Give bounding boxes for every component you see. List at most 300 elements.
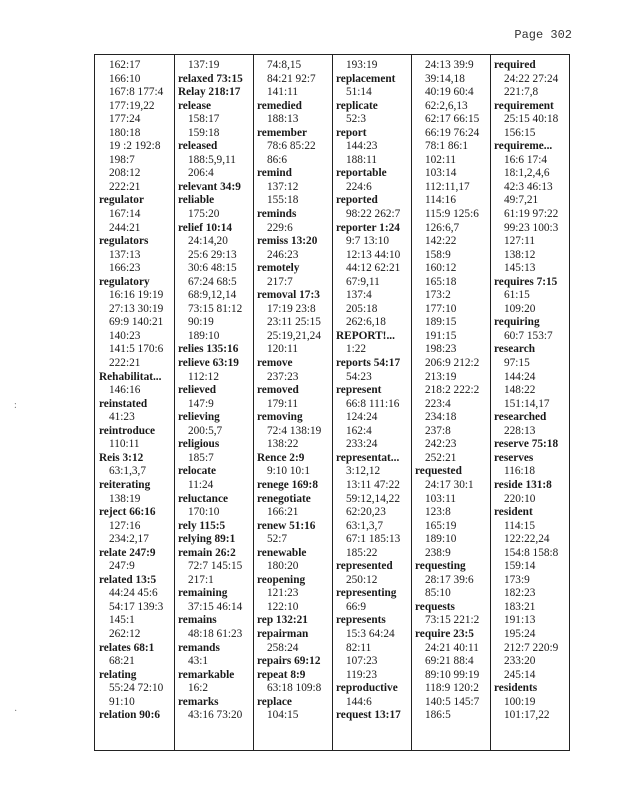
page-reference: 16:16 19:19 [109, 289, 164, 302]
index-term: remind [257, 167, 292, 180]
page-reference: 182:23 [504, 587, 536, 600]
page-reference: 24:17 30:1 [425, 478, 474, 491]
page-reference: 44:12 62:21 [346, 262, 401, 275]
page-reference: 173:2 [425, 289, 451, 302]
page-reference: 124:24 [346, 411, 378, 424]
page-reference: 144:23 [346, 140, 378, 153]
page-reference: 222:21 [109, 180, 141, 193]
page-reference: 19 :2 192:8 [109, 140, 161, 153]
page-reference: 217:7 [267, 275, 293, 288]
page-number: Page 302 [514, 28, 572, 42]
page-reference: 122:10 [267, 600, 299, 613]
page-reference: 39:14,18 [425, 72, 465, 85]
index-column-5 [415, 59, 491, 723]
page-reference: 183:21 [504, 600, 536, 613]
page-reference: 60:7 153:7 [504, 329, 553, 342]
page-reference: 112:12 [188, 370, 219, 383]
index-term: reiterating [99, 478, 151, 491]
index-term: remaining [178, 587, 228, 600]
page-reference: 234:18 [425, 411, 457, 424]
page-reference: 177:10 [425, 302, 457, 315]
index-term: representing [336, 587, 397, 600]
index-term: remain 26:2 [178, 546, 236, 559]
page-reference: 252:21 [425, 451, 457, 464]
index-term: renewable [257, 546, 307, 559]
page-reference: 40:19 60:4 [425, 86, 474, 99]
page-reference: 24:13 39:9 [425, 59, 474, 71]
page-reference: 28:17 39:6 [425, 573, 474, 586]
index-term: reporter 1:24 [336, 221, 400, 234]
index-term: relevant 34:9 [178, 180, 241, 193]
page-reference: 147:9 [188, 397, 214, 410]
page-reference: 48:18 61:23 [188, 627, 243, 640]
index-term: removal 17:3 [257, 289, 320, 302]
page-reference: 167:8 177:4 [109, 86, 164, 99]
index-term: requesting [415, 560, 466, 573]
page-reference: 84:21 92:7 [267, 72, 316, 85]
page-reference: 166:21 [267, 506, 299, 519]
page-reference: 175:20 [188, 208, 220, 221]
index-term: religious [178, 438, 220, 451]
page-reference: 63:1,3,7 [109, 465, 147, 478]
index-term: Relay 218:17 [178, 86, 241, 99]
page-reference: 173:9 [504, 573, 530, 586]
page-reference: 121:23 [267, 587, 299, 600]
index-term: requests [415, 600, 455, 613]
index-term: representat... [336, 451, 400, 464]
page-reference: 208:12 [109, 167, 141, 180]
index-term: Rehabilitat... [99, 370, 162, 383]
page-reference: 212:7 220:9 [504, 641, 559, 654]
page-reference: 16:2 [188, 682, 209, 695]
page-reference: 49:7,21 [504, 194, 539, 207]
index-term: replicate [336, 99, 378, 112]
page-reference: 62:20,23 [346, 506, 386, 519]
page-reference: 103:11 [425, 492, 456, 505]
page-reference: 97:15 [504, 357, 530, 370]
index-term: rep 132:21 [257, 614, 308, 627]
page-reference: 41:23 [109, 411, 135, 424]
index-term: remiss 13:20 [257, 235, 318, 248]
index-term: reject 66:16 [99, 506, 156, 519]
page-reference: 144:6 [346, 695, 372, 708]
page-reference: 218:2 222:2 [425, 384, 480, 397]
page-reference: 78:1 86:1 [425, 140, 468, 153]
index-term: release [178, 99, 212, 112]
page-reference: 205:18 [346, 302, 378, 315]
index-column-6 [494, 59, 570, 723]
page-reference: 228:13 [504, 424, 536, 437]
page-reference: 189:15 [425, 316, 457, 329]
page-reference: 11:24 [188, 478, 214, 491]
page-reference: 137:13 [109, 248, 141, 261]
page-reference: 142:22 [425, 235, 457, 248]
page-reference: 144:24 [504, 370, 536, 383]
index-term: REPORT!... [336, 329, 395, 342]
page-reference: 217:1 [188, 573, 214, 586]
page-reference: 213:19 [425, 370, 457, 383]
index-term: related 13:5 [99, 573, 157, 586]
page-reference: 67:24 68:5 [188, 275, 237, 288]
page-reference: 234:2,17 [109, 533, 149, 546]
page-reference: 138:19 [109, 492, 141, 505]
index-term: renege 169:8 [257, 478, 318, 491]
index-term: relating [99, 668, 137, 681]
page-reference: 140:23 [109, 329, 141, 342]
page-reference: 17:19 23:8 [267, 302, 316, 315]
page-reference: 193:19 [346, 59, 378, 71]
page-reference: 27:13 30:19 [109, 302, 164, 315]
page-reference: 24:22 27:24 [504, 72, 559, 85]
index-term: requireme... [494, 140, 553, 153]
index-term: replace [257, 695, 292, 708]
index-term: Reis 3:12 [99, 451, 144, 464]
page-reference: 54:17 139:3 [109, 600, 164, 613]
page-reference: 195:24 [504, 627, 536, 640]
page-reference: 16:6 17:4 [504, 153, 547, 166]
index-term: reintroduce [99, 424, 156, 437]
page-reference: 73:15 221:2 [425, 614, 480, 627]
index-term: reserves [494, 451, 534, 464]
index-term: represented [336, 560, 393, 573]
index-term: Rence 2:9 [257, 451, 305, 464]
index-term: reinstated [99, 397, 148, 410]
page-reference: 185:7 [188, 451, 214, 464]
page-reference: 59:12,14,22 [346, 492, 400, 505]
index-term: relieve 63:19 [178, 357, 239, 370]
page-reference: 123:8 [425, 506, 451, 519]
page-reference: 42:3 46:13 [504, 180, 553, 193]
index-term: relation 90:6 [99, 709, 160, 722]
page-reference: 104:15 [267, 709, 299, 722]
page-reference: 138:22 [267, 438, 299, 451]
page-reference: 186:5 [425, 709, 451, 722]
page-reference: 224:6 [346, 180, 372, 193]
page-reference: 191:13 [504, 614, 536, 627]
page-reference: 69:21 88:4 [425, 655, 474, 668]
page-reference: 114:16 [425, 194, 456, 207]
page-reference: 167:14 [109, 208, 141, 221]
index-term: reserve 75:18 [494, 438, 559, 451]
page-reference: 141:5 170:6 [109, 343, 164, 356]
page-reference: 9:7 13:10 [346, 235, 389, 248]
index-term: remarkable [178, 668, 235, 681]
page-reference: 238:9 [425, 546, 451, 559]
page-reference: 107:23 [346, 655, 378, 668]
page-reference: 78:6 85:22 [267, 140, 316, 153]
page-reference: 120:11 [267, 343, 298, 356]
index-term: relaxed 73:15 [178, 72, 243, 85]
page-reference: 112:11,17 [425, 180, 470, 193]
page-reference: 63:18 109:8 [267, 682, 322, 695]
index-term: reminds [257, 208, 297, 221]
index-term: remotely [257, 262, 300, 275]
page-reference: 162:17 [109, 59, 141, 71]
page-reference: 262:12 [109, 627, 141, 640]
page-reference: 66:9 [346, 600, 367, 613]
page-reference: 72:7 145:15 [188, 560, 243, 573]
page-reference: 145:1 [109, 614, 135, 627]
index-term: represent [336, 384, 382, 397]
index-term: remember [257, 126, 307, 139]
index-term: replacement [336, 72, 396, 85]
page-reference: 54:23 [346, 370, 372, 383]
index-term: remove [257, 357, 293, 370]
page-reference: 72:4 138:19 [267, 424, 322, 437]
index-term: reluctance [178, 492, 228, 505]
page-reference: 156:15 [504, 126, 536, 139]
page-reference: 44:24 45:6 [109, 587, 158, 600]
index-term: research [494, 343, 535, 356]
page-reference: 140:5 145:7 [425, 695, 480, 708]
page-reference: 82:11 [346, 641, 372, 654]
page-reference: 37:15 46:14 [188, 600, 243, 613]
page-reference: 85:10 [425, 587, 451, 600]
index-column-4 [336, 59, 412, 723]
page-reference: 159:14 [504, 560, 536, 573]
page-reference: 166:23 [109, 262, 141, 275]
page-reference: 24:14,20 [188, 235, 228, 248]
index-term: remedied [257, 99, 302, 112]
page-reference: 103:14 [425, 167, 457, 180]
index-term: requiring [494, 316, 540, 329]
index-term: requested [415, 465, 462, 478]
page-reference: 122:22,24 [504, 533, 550, 546]
index-term: remands [178, 641, 220, 654]
page-reference: 245:14 [504, 668, 536, 681]
index-term: relates 68:1 [99, 641, 155, 654]
index-term: relying 89:1 [178, 533, 236, 546]
page-reference: 233:20 [504, 655, 536, 668]
index-term: resident [494, 506, 533, 519]
index-term: reported [336, 194, 378, 207]
page-reference: 200:5,7 [188, 424, 223, 437]
index-term: removed [257, 384, 299, 397]
index-term: regulator [99, 194, 144, 207]
page-reference: 180:20 [267, 560, 299, 573]
page-reference: 1:22 [346, 343, 367, 356]
index-term: reproductive [336, 682, 398, 695]
margin-mark: · [14, 706, 18, 717]
page-reference: 69:9 140:21 [109, 316, 164, 329]
page-reference: 115:9 125:6 [425, 208, 479, 221]
index-term: removing [257, 411, 303, 424]
index-term: regulatory [99, 275, 150, 288]
page-reference: 52:7 [267, 533, 288, 546]
index-term: reside 131:8 [494, 478, 552, 491]
page-reference: 162:4 [346, 424, 372, 437]
index-term: relocate [178, 465, 217, 478]
index-table [94, 54, 570, 751]
page-reference: 189:10 [188, 329, 220, 342]
page-reference: 89:10 99:19 [425, 668, 480, 681]
page-reference: 43:1 [188, 655, 209, 668]
page-reference: 148:22 [504, 384, 536, 397]
page-reference: 118:9 120:2 [425, 682, 479, 695]
page-reference: 116:18 [504, 465, 535, 478]
page-reference: 51:14 [346, 86, 372, 99]
page-reference: 137:12 [267, 180, 299, 193]
page-reference: 91:10 [109, 695, 135, 708]
page-reference: 191:15 [425, 329, 457, 342]
page-reference: 229:6 [267, 221, 293, 234]
page-reference: 114:15 [504, 519, 535, 532]
page-reference: 13:11 47:22 [346, 478, 400, 491]
index-term: remains [178, 614, 217, 627]
index-term: require 23:5 [415, 627, 474, 640]
page-reference: 67:1 185:13 [346, 533, 401, 546]
page-reference: 237:8 [425, 424, 451, 437]
page-reference: 179:11 [267, 397, 298, 410]
page-reference: 189:10 [425, 533, 457, 546]
page-reference: 165:18 [425, 275, 457, 288]
page-reference: 158:9 [425, 248, 451, 261]
page-reference: 62:17 66:15 [425, 113, 480, 126]
page-reference: 138:12 [504, 248, 536, 261]
page-reference: 155:18 [267, 194, 299, 207]
index-term: renew 51:16 [257, 519, 316, 532]
page-reference: 3:12,12 [346, 465, 381, 478]
index-term: renegotiate [257, 492, 311, 505]
page-reference: 25:6 29:13 [188, 248, 237, 261]
page-reference: 247:9 [109, 560, 135, 573]
page-reference: 177:24 [109, 113, 141, 126]
page-reference: 109:20 [504, 302, 536, 315]
index-term: repairman [257, 627, 309, 640]
page-reference: 73:15 81:12 [188, 302, 243, 315]
page-reference: 61:15 [504, 289, 530, 302]
page-reference: 119:23 [346, 668, 377, 681]
index-column-2 [178, 59, 254, 723]
page-reference: 250:12 [346, 573, 378, 586]
page-reference: 67:9,11 [346, 275, 380, 288]
page-reference: 15:3 64:24 [346, 627, 395, 640]
page-reference: 220:10 [504, 492, 536, 505]
index-column-3 [257, 59, 333, 723]
page-reference: 188:5,9,11 [188, 153, 236, 166]
index-term: requires 7:15 [494, 275, 558, 288]
page-reference: 18:1,2,4,6 [504, 167, 550, 180]
page-reference: 43:16 73:20 [188, 709, 243, 722]
index-term: represents [336, 614, 386, 627]
index-term: repairs 69:12 [257, 655, 321, 668]
page-reference: 52:3 [346, 113, 367, 126]
page-reference: 137:19 [188, 59, 220, 71]
page-reference: 246:23 [267, 248, 299, 261]
page-reference: 9:10 10:1 [267, 465, 310, 478]
page-reference: 198:23 [425, 343, 457, 356]
index-term: reports 54:17 [336, 357, 401, 370]
page-reference: 170:10 [188, 506, 220, 519]
page-reference: 63:1,3,7 [346, 519, 384, 532]
page-reference: 25:15 40:18 [504, 113, 559, 126]
index-column-1 [99, 59, 175, 723]
page-reference: 68:21 [109, 655, 135, 668]
page-reference: 100:19 [504, 695, 536, 708]
page-reference: 66:8 111:16 [346, 397, 400, 410]
page-reference: 154:8 158:8 [504, 546, 559, 559]
page-reference: 102:11 [425, 153, 456, 166]
index-term: released [178, 140, 218, 153]
index-term: rely 115:5 [178, 519, 226, 532]
page-reference: 101:17,22 [504, 709, 550, 722]
page-reference: 137:4 [346, 289, 372, 302]
page-reference: 244:21 [109, 221, 141, 234]
index-term: regulators [99, 235, 149, 248]
page-reference: 206:9 212:2 [425, 357, 480, 370]
page-reference: 127:11 [504, 235, 535, 248]
index-term: reopening [257, 573, 306, 586]
index-term: repeat 8:9 [257, 668, 306, 681]
page-reference: 185:22 [346, 546, 378, 559]
index-term: relies 135:16 [178, 343, 239, 356]
index-term: residents [494, 682, 538, 695]
page-reference: 221:7,8 [504, 86, 539, 99]
page-reference: 98:22 262:7 [346, 208, 401, 221]
index-term: researched [494, 411, 547, 424]
page-reference: 258:24 [267, 641, 299, 654]
page-reference: 262:6,18 [346, 316, 386, 329]
page-reference: 146:16 [109, 384, 141, 397]
index-term: required [494, 59, 536, 71]
page-reference: 127:16 [109, 519, 141, 532]
page-reference: 62:2,6,13 [425, 99, 468, 112]
page-reference: 180:18 [109, 126, 141, 139]
page-reference: 198:7 [109, 153, 135, 166]
page-reference: 188:13 [267, 113, 299, 126]
page-reference: 206:4 [188, 167, 214, 180]
page-reference: 86:6 [267, 153, 288, 166]
page-reference: 222:21 [109, 357, 141, 370]
page-reference: 126:6,7 [425, 221, 460, 234]
index-term: relief 10:14 [178, 221, 233, 234]
index-term: relieved [178, 384, 217, 397]
page-reference: 68:9,12,14 [188, 289, 237, 302]
page-reference: 74:8,15 [267, 59, 302, 71]
page-reference: 160:12 [425, 262, 457, 275]
index-term: report [336, 126, 367, 139]
page-reference: 188:11 [346, 153, 377, 166]
page-reference: 25:19,21,24 [267, 329, 321, 342]
page-reference: 90:19 [188, 316, 214, 329]
page-reference: 159:18 [188, 126, 220, 139]
page-reference: 23:11 25:15 [267, 316, 321, 329]
index-term: requirement [494, 99, 554, 112]
page-reference: 66:19 76:24 [425, 126, 480, 139]
page-reference: 99:23 100:3 [504, 221, 559, 234]
page-reference: 30:6 48:15 [188, 262, 237, 275]
page-reference: 151:14,17 [504, 397, 550, 410]
page-reference: 12:13 44:10 [346, 248, 401, 261]
page-reference: 165:19 [425, 519, 457, 532]
page-reference: 166:10 [109, 72, 141, 85]
page-reference: 242:23 [425, 438, 457, 451]
index-term: reliable [178, 194, 215, 207]
index-term: relate 247:9 [99, 546, 156, 559]
page-reference: 145:13 [504, 262, 536, 275]
index-term: reportable [336, 167, 387, 180]
page-reference: 237:23 [267, 370, 299, 383]
page-reference: 55:24 72:10 [109, 682, 164, 695]
page-reference: 61:19 97:22 [504, 208, 559, 221]
page-reference: 233:24 [346, 438, 378, 451]
page-reference: 24:21 40:11 [425, 641, 479, 654]
index-term: relieving [178, 411, 220, 424]
page-reference: 158:17 [188, 113, 220, 126]
page-reference: 141:11 [267, 86, 298, 99]
index-term: request 13:17 [336, 709, 401, 722]
index-term: remarks [178, 695, 219, 708]
